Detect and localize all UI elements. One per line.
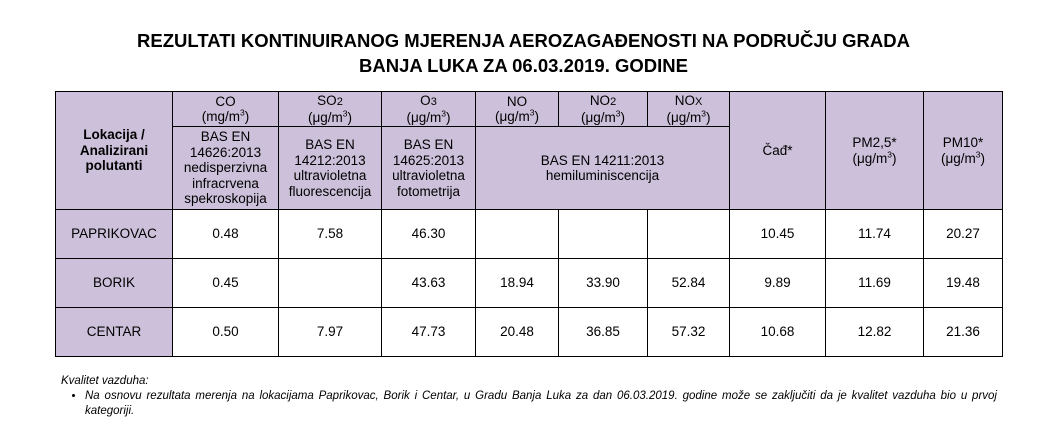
method-o3: BAS EN 14625:2013 ultravioletna fotometrija [382, 127, 476, 210]
value-cell: 20.27 [924, 210, 1003, 259]
header-co: CO $(mg/m^3)$ [173, 92, 279, 127]
method-nox: BAS EN 14211:2013 hemiluminiscencija [476, 127, 730, 210]
value-cell: 9.89 [730, 259, 826, 308]
value-cell: 0.48 [173, 210, 279, 259]
value-cell: 43.63 [382, 259, 476, 308]
value-cell: 10.45 [730, 210, 826, 259]
value-cell: 57.32 [648, 308, 730, 357]
note-heading: Kvalitet vazduha: [61, 375, 149, 387]
value-cell: 20.48 [476, 308, 559, 357]
air-quality-note [61, 374, 997, 419]
note-bullet: • Na osnovu rezultata merenja na lokacijama Paprikovac, Borik i Centar, u Gradu Banja Luka za dan 06.03.2019. godine može se zaključiti da je kvalitet vazduha bio u prvoj kategoriji. [85, 389, 997, 419]
header-pm25: PM2,5* $(\mu g/m^3)$ [826, 92, 924, 210]
value-cell: 52.84 [648, 259, 730, 308]
header-no: NO $(\mu g/m^3)$ [476, 92, 559, 127]
header-cad: Čađ* [730, 92, 826, 210]
header-nox: NOX $(\mu g/m^3)$ [648, 92, 730, 127]
value-cell: 18.94 [476, 259, 559, 308]
value-cell: 0.50 [173, 308, 279, 357]
value-cell: 11.74 [826, 210, 924, 259]
value-cell [559, 210, 648, 259]
table-row [56, 210, 1003, 259]
value-cell: 21.36 [924, 308, 1003, 357]
value-cell: 47.73 [382, 308, 476, 357]
value-cell [648, 210, 730, 259]
value-cell: 0.45 [173, 259, 279, 308]
title-line-2: BANJA LUKA ZA 06.03.2019. GODINE [359, 55, 688, 76]
value-cell: 10.68 [730, 308, 826, 357]
location-cell: CENTAR [56, 308, 173, 357]
value-cell: 7.58 [279, 210, 382, 259]
measurements-table [55, 91, 1003, 357]
table-row [56, 308, 1003, 357]
value-cell: 46.30 [382, 210, 476, 259]
value-cell: 7.97 [279, 308, 382, 357]
value-cell: 33.90 [559, 259, 648, 308]
value-cell: 36.85 [559, 308, 648, 357]
value-cell: 11.69 [826, 259, 924, 308]
value-cell: 12.82 [826, 308, 924, 357]
location-cell: BORIK [56, 259, 173, 308]
value-cell [279, 259, 382, 308]
title-line-1: REZULTATI KONTINUIRANOG MJERENJA AEROZAGAĐENOSTI NA PODRUČJU GRADA [137, 30, 910, 51]
location-cell: PAPRIKOVAC [56, 210, 173, 259]
value-cell: 19.48 [924, 259, 1003, 308]
header-so2: SO2 $(\mu g/m^3)$ [279, 92, 382, 127]
header-pm10: PM10* $(\mu g/m^3)$ [924, 92, 1003, 210]
method-co: BAS EN 14626:2013 nedisperzivna infracrvena spekroskopija [173, 127, 279, 210]
header-no2: NO2 $(\mu g/m^3)$ [559, 92, 648, 127]
method-so2: BAS EN 14212:2013 ultravioletna fluorescencija [279, 127, 382, 210]
table-row [56, 259, 1003, 308]
header-o3: O3 $(\mu g/m^3)$ [382, 92, 476, 127]
value-cell [476, 210, 559, 259]
corner-header: Lokacija / Analizirani polutanti [56, 92, 173, 210]
page-title [0, 28, 1047, 78]
